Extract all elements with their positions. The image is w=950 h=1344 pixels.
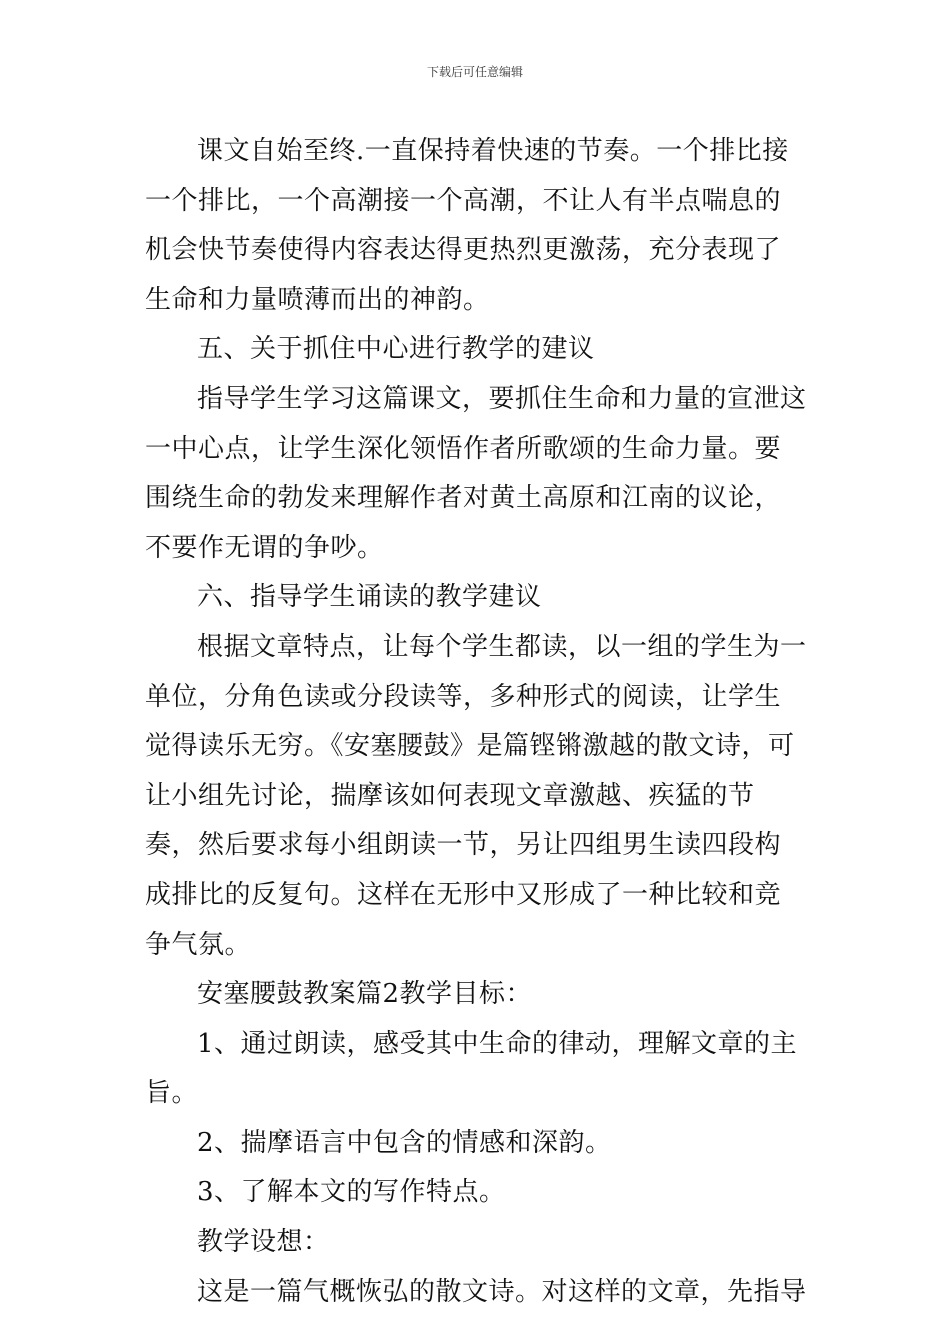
paragraph-teaching-plan: 这是一篇气概恢弘的散文诗。对这样的文章，先指导 (197, 1276, 807, 1307)
paragraph-reading-advice: 根据文章特点，让每个学生都读，以一组的学生为一单位，分角色读或分段读等，多种形式的阅读，让学生觉得读乐无穷。《安塞腰鼓》是篇铿锵激越的散文诗，可让小组先讨论，揣摩该如何表现文章激越、疾猛的节奏，然后要求每小组朗读一节，另让四组男生读四段构成排比的反复句。这样在无形中又形成了一种比较和竞争气氛。 (145, 631, 807, 960)
goal-item-3: 3、了解本文的写作特点。 (197, 1177, 506, 1208)
paragraph-rhythm: 课文自始至终.一直保持着快速的节奏。一个排比接一个排比，一个高潮接一个高潮，不让人有半点喘息的机会快节奏使得内容表达得更热烈更激荡，充分表现了生命和力量喷薄而出的神韵。 (145, 136, 789, 315)
paragraph-center-teaching: 指导学生学习这篇课文，要抓住生命和力量的宣泄这一中心点，让学生深化领悟作者所歌颂的生命力量。要围绕生命的勃发来理解作者对黄土高原和江南的议论，不要作无谓的争吵。 (145, 383, 807, 563)
heading-lesson-two-goals: 安塞腰鼓教案篇2教学目标： (197, 979, 533, 1010)
heading-section-five: 五、关于抓住中心进行教学的建议 (197, 334, 595, 365)
document-body (145, 127, 807, 1317)
goal-item-2: 2、揣摩语言中包含的情感和深韵。 (197, 1127, 612, 1158)
goal-item-1: 1、通过朗读，感受其中生命的律动，理解文章的主旨。 (145, 1028, 798, 1109)
heading-teaching-plan: 教学设想： (197, 1227, 330, 1258)
page-header-note: 下载后可任意编辑 (426, 65, 523, 79)
heading-section-six: 六、指导学生诵读的教学建议 (197, 582, 542, 613)
